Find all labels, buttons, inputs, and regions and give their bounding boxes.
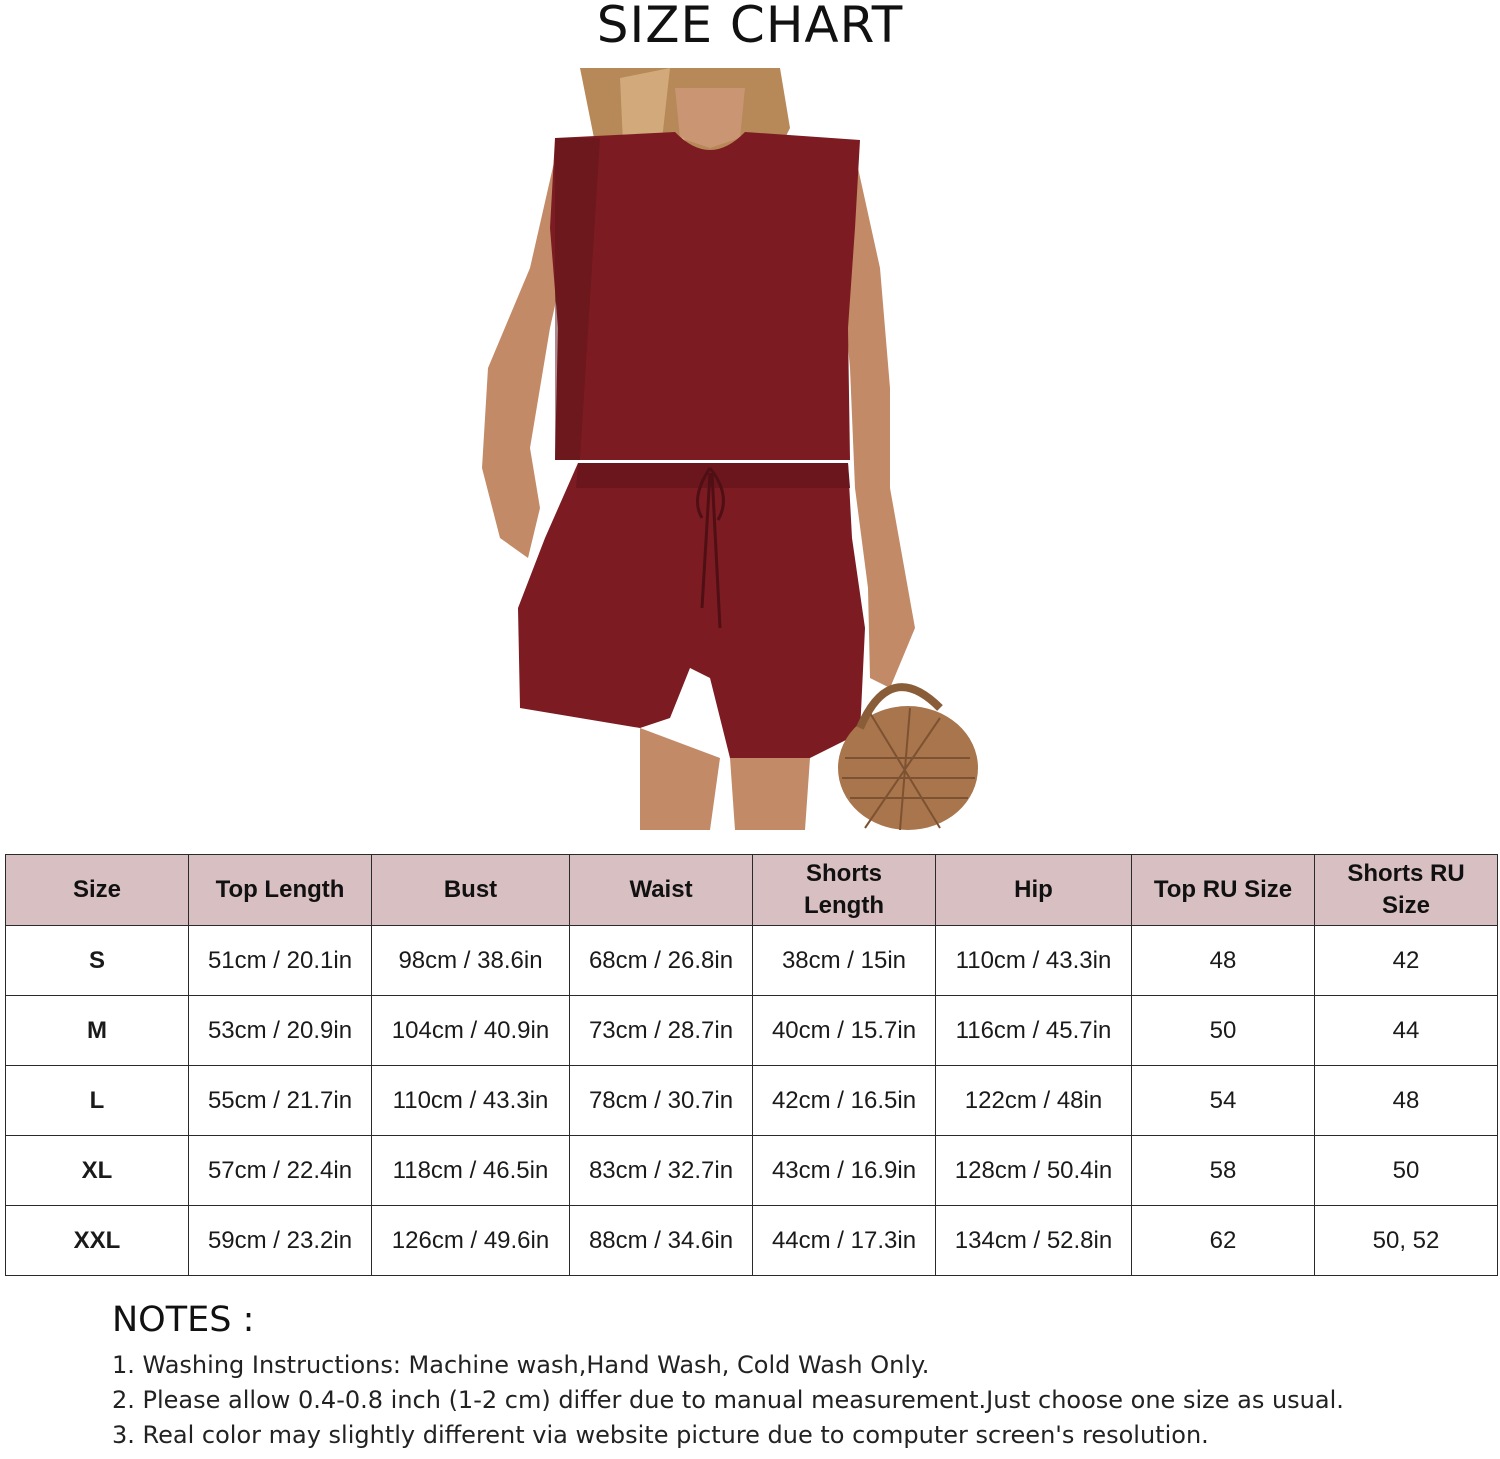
notes-title: NOTES : (112, 1300, 255, 1340)
table-row (6, 1136, 1498, 1206)
cell-shorts-length: 40cm / 15.7in (753, 996, 936, 1066)
header-waist: Waist (570, 855, 753, 926)
cell-hip: 110cm / 43.3in (936, 926, 1132, 996)
table-header-row (6, 855, 1498, 926)
cell-top-length: 53cm / 20.9in (189, 996, 372, 1066)
header-shorts-length: Shorts Length (753, 855, 936, 926)
cell-shorts-ru-size: 50 (1315, 1136, 1498, 1206)
cell-shorts-ru-size: 42 (1315, 926, 1498, 996)
table-row (6, 996, 1498, 1066)
cell-shorts-ru-size: 48 (1315, 1066, 1498, 1136)
product-photo (470, 68, 990, 830)
header-size: Size (6, 855, 189, 926)
cell-size: L (6, 1066, 189, 1136)
cell-bust: 118cm / 46.5in (372, 1136, 570, 1206)
cell-shorts-ru-size: 44 (1315, 996, 1498, 1066)
cell-top-length: 57cm / 22.4in (189, 1136, 372, 1206)
cell-size: M (6, 996, 189, 1066)
cell-hip: 116cm / 45.7in (936, 996, 1132, 1066)
cell-shorts-ru-size: 50, 52 (1315, 1206, 1498, 1276)
cell-top-ru-size: 48 (1132, 926, 1315, 996)
cell-top-ru-size: 58 (1132, 1136, 1315, 1206)
cell-bust: 110cm / 43.3in (372, 1066, 570, 1136)
cell-waist: 83cm / 32.7in (570, 1136, 753, 1206)
right-leg (730, 758, 810, 830)
header-hip: Hip (936, 855, 1132, 926)
page-title: SIZE CHART (596, 0, 904, 54)
cell-top-length: 55cm / 21.7in (189, 1066, 372, 1136)
notes-section (112, 1300, 1482, 1453)
table-row (6, 1206, 1498, 1276)
shorts (518, 463, 865, 758)
header-bust: Bust (372, 855, 570, 926)
note-item: 1. Washing Instructions: Machine wash,Hand Wash, Cold Wash Only. (112, 1351, 930, 1379)
cell-hip: 122cm / 48in (936, 1066, 1132, 1136)
header-top-ru-size: Top RU Size (1132, 855, 1315, 926)
cell-waist: 88cm / 34.6in (570, 1206, 753, 1276)
cell-shorts-length: 38cm / 15in (753, 926, 936, 996)
size-chart-table (5, 854, 1498, 1276)
note-item: 2. Please allow 0.4-0.8 inch (1-2 cm) differ due to manual measurement.Just choose one size as usual. (112, 1386, 1344, 1414)
skin-neck (675, 88, 745, 148)
cell-waist: 68cm / 26.8in (570, 926, 753, 996)
cell-shorts-length: 44cm / 17.3in (753, 1206, 936, 1276)
cell-bust: 98cm / 38.6in (372, 926, 570, 996)
cell-waist: 73cm / 28.7in (570, 996, 753, 1066)
table-row (6, 926, 1498, 996)
cell-shorts-length: 42cm / 16.5in (753, 1066, 936, 1136)
cell-size: XL (6, 1136, 189, 1206)
cell-hip: 128cm / 50.4in (936, 1136, 1132, 1206)
cell-hip: 134cm / 52.8in (936, 1206, 1132, 1276)
cell-waist: 78cm / 30.7in (570, 1066, 753, 1136)
left-leg (640, 728, 720, 830)
table-row (6, 1066, 1498, 1136)
cell-top-length: 59cm / 23.2in (189, 1206, 372, 1276)
header-shorts-ru-size: Shorts RU Size (1315, 855, 1498, 926)
cell-top-ru-size: 50 (1132, 996, 1315, 1066)
cell-bust: 104cm / 40.9in (372, 996, 570, 1066)
cell-size: S (6, 926, 189, 996)
cell-top-length: 51cm / 20.1in (189, 926, 372, 996)
cell-top-ru-size: 54 (1132, 1066, 1315, 1136)
note-item: 3. Real color may slightly different via website picture due to computer screen's resolution. (112, 1421, 1209, 1449)
header-top-length: Top Length (189, 855, 372, 926)
cell-size: XXL (6, 1206, 189, 1276)
cell-bust: 126cm / 49.6in (372, 1206, 570, 1276)
cell-top-ru-size: 62 (1132, 1206, 1315, 1276)
cell-shorts-length: 43cm / 16.9in (753, 1136, 936, 1206)
